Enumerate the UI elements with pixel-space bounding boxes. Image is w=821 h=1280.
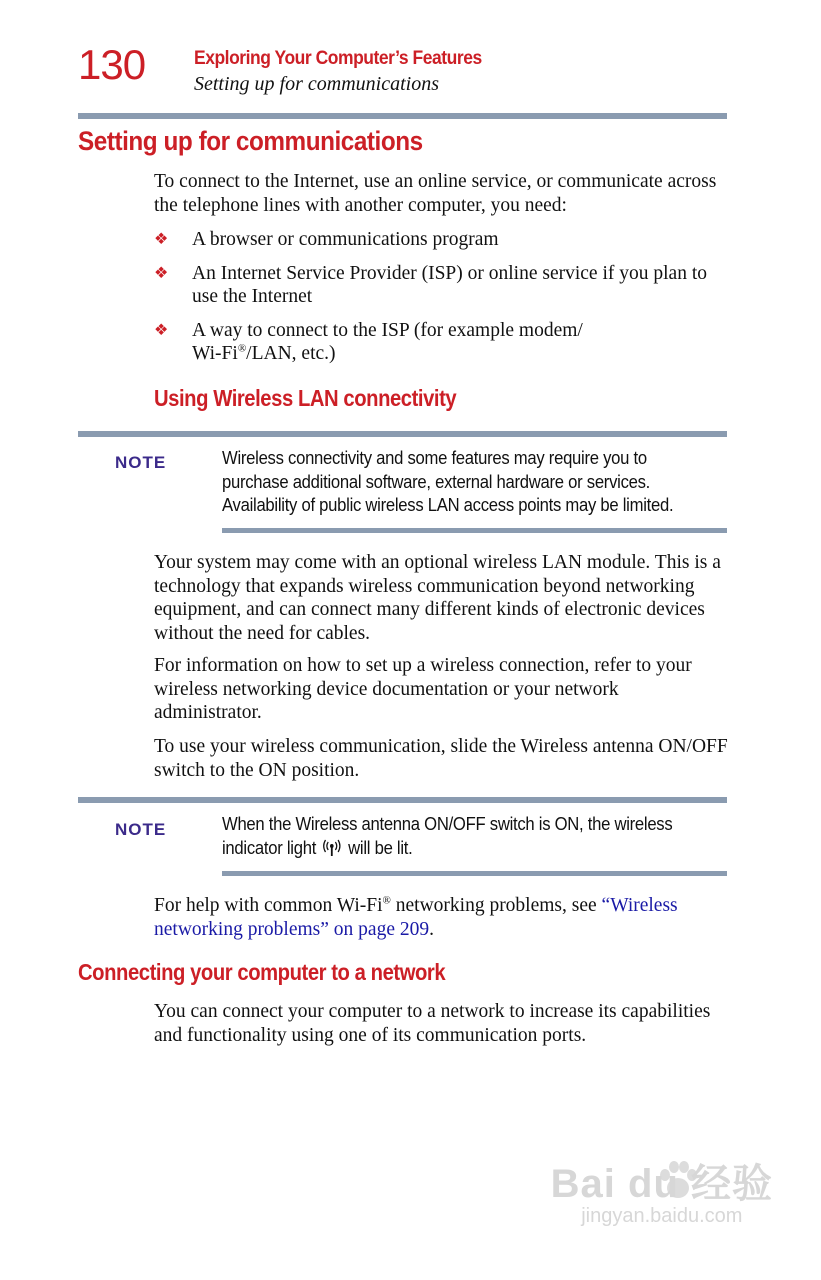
note-text: Wireless connectivity and some features may require you to purchase additional software, external hardware or services. Availability of public wireless LAN access points may be limited. — [222, 447, 674, 515]
diamond-bullet-icon: ❖ — [154, 264, 169, 282]
note-label: NOTE — [115, 453, 167, 472]
wireless-module-paragraph: Your system may come with an optional wireless LAN module. This is a technology that expands wireless communication beyond networking equipment, and can connect many different kinds of electronic devices without the need for cables. — [154, 552, 721, 644]
note-top-rule — [78, 431, 727, 437]
note-text: When the Wireless antenna ON/OFF switch is ON, the wireless indicator light will be lit. — [222, 812, 677, 862]
intro-paragraph: To connect to the Internet, use an online service, or communicate across the telephone lines with another computer, you need: — [154, 171, 717, 216]
subsection-heading-wireless: Using Wireless LAN connectivity — [154, 385, 457, 411]
watermark-brand: Bai du 经验 — [550, 1162, 773, 1206]
note-bottom-rule — [222, 871, 727, 876]
running-section-title: Setting up for communications — [194, 73, 439, 95]
setup-info-paragraph: For information on how to set up a wireless connection, refer to your wireless networking device documentation or your network administrator. — [154, 655, 692, 723]
wireless-problems-link[interactable]: “Wireless networking problems” on page 209 — [154, 895, 678, 940]
antenna-switch-paragraph: To use your wireless communication, slide the Wireless antenna ON/OFF switch to the ON position. — [154, 736, 728, 781]
list-item: ❖ An Internet Service Provider (ISP) or online service if you plan to use the Internet — [154, 262, 707, 307]
network-paragraph: You can connect your computer to a network to increase its capabilities and functionality using one of its communication ports. — [154, 1001, 711, 1046]
note-bottom-rule — [222, 528, 727, 533]
page-number: 130 — [78, 41, 146, 88]
list-item: ❖ A browser or communications program — [154, 229, 499, 250]
wireless-indicator-icon — [322, 839, 342, 863]
running-head — [194, 48, 507, 96]
list-item: ❖ A way to connect to the ISP (for example modem/ Wi-Fi®/LAN, etc.) — [154, 319, 583, 364]
diamond-bullet-icon: ❖ — [154, 321, 169, 339]
watermark — [551, 1152, 773, 1228]
note-top-rule — [78, 797, 727, 803]
chapter-title: Exploring Your Computer’s Features — [194, 48, 482, 69]
diamond-bullet-icon: ❖ — [154, 231, 169, 248]
section-heading-communications: Setting up for communications — [78, 126, 423, 156]
header-rule — [78, 113, 727, 119]
note-label: NOTE — [115, 820, 167, 839]
watermark-url: jingyan.baidu.com — [581, 1205, 743, 1227]
help-paragraph: For help with common Wi-Fi® networking problems, see “Wireless networking problems” on page 209. — [154, 894, 678, 940]
requirements-list — [154, 228, 729, 376]
section-heading-network: Connecting your computer to a network — [78, 959, 446, 985]
